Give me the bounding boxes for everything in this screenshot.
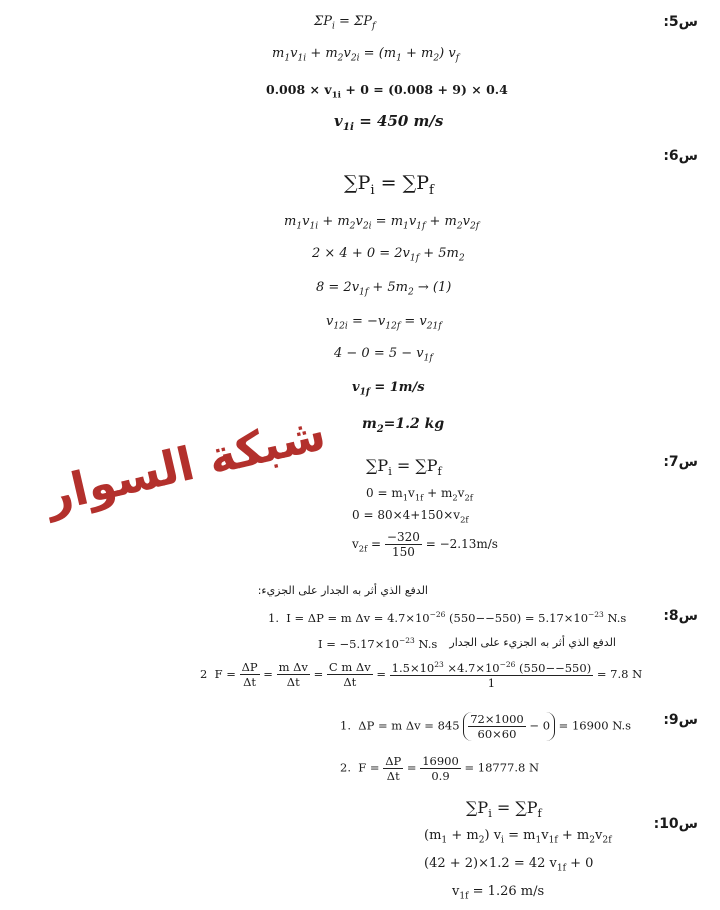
q9-frac-2-num: 16900: [422, 754, 459, 768]
q6-line-6: $4 - 0 = 5 - v_{1f}$: [334, 346, 433, 364]
q8-frac-2-num: m Δv: [278, 660, 308, 675]
question-label-6: س6:: [663, 148, 698, 164]
q5-line-2: $m_1v_{1i} + m_2v_{2i} = (m_1 + m_2)$ $v_f$: [272, 46, 460, 64]
q8-frac-4-num: $1.5\times 10^{23} \times 4.7\times 10^{-26}$ (550−−550): [391, 660, 592, 675]
q7-fraction: [385, 530, 422, 559]
q9-line-1-result: = 16900 N.s: [558, 718, 632, 733]
q7-fraction-lhs: $v_{2f}$ =: [352, 537, 382, 554]
q9-frac-1-den: Δt: [386, 769, 400, 783]
q6-line-3: $2 \times 4 + 0 = 2v_{1f} + 5m_2$: [312, 246, 465, 264]
q8-frac-2: [277, 660, 310, 689]
q10-line-1: $\sum P_i = \sum P_f$: [466, 798, 542, 821]
q8-line-2: $I = -5.17\times 10^{-23}$ N.s: [318, 636, 438, 651]
q9-frac-speed-den: 60×60: [477, 727, 517, 741]
watermark-text: شبكة السوار: [40, 405, 331, 523]
q8-frac-4-den: 1: [487, 675, 496, 690]
q7-line-1: $\sum P_i = \sum P_f$: [366, 456, 442, 479]
q10-line-2: $(m_1 + m_2) v_i = m_1v_{1f} + m_2v_{2f}$: [424, 828, 612, 846]
q8-frac-1-den: Δt: [243, 675, 257, 690]
q9-line-2-prefix: 2. F =: [340, 760, 380, 775]
q6-line-5: $v_{12i} = -v_{12f} = v_{21f}$: [326, 314, 442, 332]
q6-line-7: $v_{1f} = 1m/s$: [352, 380, 425, 398]
q8-frac-3-num: C m Δv: [328, 660, 371, 675]
q9-frac-speed: [468, 712, 526, 741]
q9-bracket: [463, 712, 555, 741]
q8-frac-3-den: Δt: [343, 675, 357, 690]
q8-heading-1: الدفع الذي أثر به الجدار على الجزيء:: [257, 584, 428, 597]
q8-line-3: 2 F = $\frac{\Delta P}{\Delta t}$ = $\frac{\text{m Δv}}{\Delta t}$ = $\frac{\text{C m Δv}}{\Delta t}$ = $\frac{1.5\times 10^{23} \times 4.7\times 10^{-26} (550--550)}{1}$ = 7.8 N: [200, 660, 643, 690]
q9-frac-speed-num: 72×1000: [470, 712, 524, 726]
q10-line-3: (42 + 2)×1.2 = 42 $v_{1f} + 0$: [424, 856, 594, 874]
q8-frac-3: [327, 660, 373, 689]
question-label-10: س10:: [653, 816, 698, 832]
q8-frac-1-num: ΔP: [241, 660, 258, 675]
q8-line-1: 1. I = ΔP = m $\Delta v = 4.7\times 10^{-26}$ $(550--550) = 5.17\times 10^{-23}$ N.s: [268, 610, 627, 625]
question-label-9: س9:: [663, 712, 698, 728]
q6-line-8: $m_2=1.2$ kg: [362, 416, 445, 435]
q7-line-3: $0 = 80\times 4+150\times v_{2f}$: [352, 508, 469, 525]
q8-frac-2-den: Δt: [286, 675, 300, 690]
q8-frac-4: [390, 660, 594, 690]
q10-line-4: $v_{1f} = 1.26$ m/s: [452, 884, 545, 902]
q8-line-3-prefix: 2 F =: [200, 666, 236, 681]
q7-fraction-line: [352, 530, 498, 559]
q7-fraction-num: −320: [386, 530, 420, 544]
q6-line-2: $m_1v_{1i} + m_2v_{2i} = m_1v_{1f} + m_2v_{2f}$: [284, 214, 480, 232]
q9-frac-2: [420, 754, 461, 783]
q5-line-1: $\Sigma P_i = \Sigma P_f$: [314, 14, 376, 32]
q7-fraction-rhs: = −2.13m/s: [425, 537, 498, 551]
q9-line-2: 2. F = $\frac{\Delta P}{\Delta t}$ = $\frac{16900}{0.9}$ = 18777.8 N: [340, 754, 540, 783]
q9-frac-1-num: ΔP: [385, 754, 402, 768]
q7-fraction-den: 150: [391, 545, 415, 559]
q5-line-3: $0.008 \times v_{1i} + 0 = (0.008 + 9) \times 0.4$: [266, 82, 508, 101]
q9-line-2-result: = 18777.8 N: [464, 760, 540, 775]
question-label-8: س8:: [663, 608, 698, 624]
q9-bracket-after: − 0: [529, 718, 551, 733]
q8-line-3-result: = 7.8 N: [596, 666, 643, 681]
q9-line-1-prefix: 1. ΔP = m Δv = 845: [340, 718, 460, 733]
q7-line-2: $0 = m_1v_{1f} + m_2v_{2f}$: [366, 486, 473, 503]
q9-line-1: [340, 712, 631, 741]
q9-frac-2-den: 0.9: [431, 769, 450, 783]
q5-line-4: $v_{1i} = 450$ m/s: [334, 112, 444, 133]
q9-frac-1: [383, 754, 403, 783]
q8-heading-2: الدفع الذي أثر به الجزيء على الجدار: [449, 636, 616, 649]
q6-line-1: $\sum P_i = \sum P_f$: [344, 172, 434, 198]
question-label-5: س5:: [663, 14, 698, 30]
q8-frac-1: [240, 660, 260, 689]
q6-line-4: $8 = 2v_{1f} + 5m_2 \to (1)$: [316, 280, 452, 298]
question-label-7: س7:: [663, 454, 698, 470]
